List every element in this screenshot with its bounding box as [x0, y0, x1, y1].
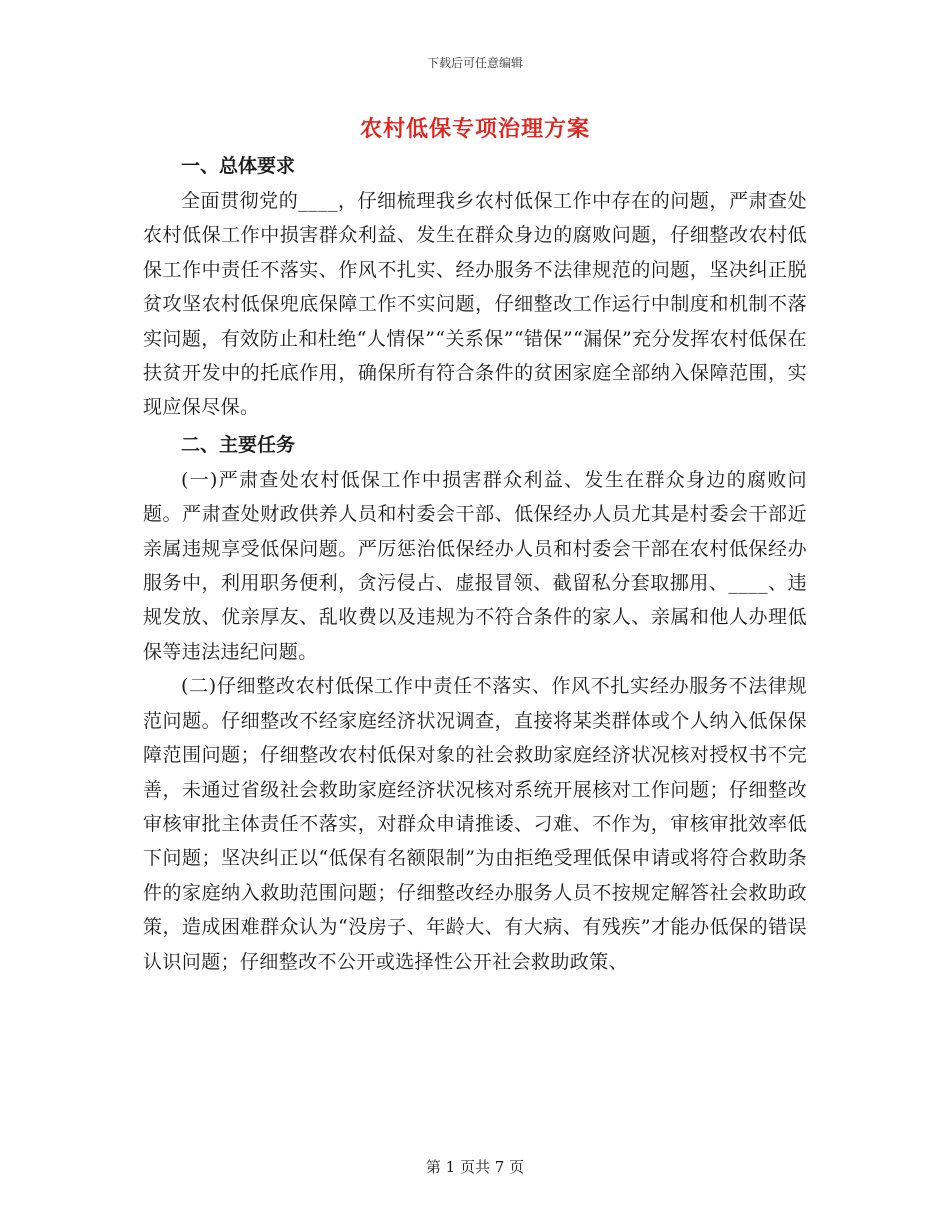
paragraph-general-requirements: 全面贯彻党的____，仔细梳理我乡农村低保工作中存在的问题，严肃查处农村低保工作中损害群众利益、发生在群众身边的腐败问题，仔细整改农村低保工作中责任不落实、作风不扎实、经办服务不法律规范的问题，坚决纠正脱贫攻坚农村低保兜底保障工作不实问题，仔细整改工作运行中制度和机制不落实问题，有效防止和杜绝“人情保”“关系保”“错保”“漏保”充分发挥农村低保在扶贫开发中的托底作用，确保所有符合条件的贫困家庭全部纳入保障范围，实现应保尽保。	[143, 190, 807, 419]
paragraph-task-2: (二)仔细整改农村低保工作中责任不落实、作风不扎实经办服务不法律规范问题。仔细整改不经家庭经济状况调查，直接将某类群体或个人纳入低保保障范围问题；仔细整改农村低保对象的社会救助家庭经济状况核对授权书不完善，未通过省级社会救助家庭经济状况核对系统开展核对工作问题；仔细整改审核审批主体责任不落实，对群众申请推诿、刁难、不作为，审核审批效率低下问题；坚决纠正以“低保有名额限制”为由拒绝受理低保申请或将符合救助条件的家庭纳入救助范围问题；仔细整改经办服务人员不按规定解答社会救助政策，造成困难群众认为“没房子、年龄大、有大病、有残疾”才能办低保的错误认识问题；仔细整改不公开或选择性公开社会救助政策、	[143, 675, 807, 973]
document-title: 农村低保专项治理方案	[359, 116, 590, 142]
section-heading-main-tasks: 二、主要任务	[181, 433, 296, 456]
section-heading-general-requirements: 一、总体要求	[181, 155, 296, 177]
document-body	[143, 150, 807, 979]
page-number: 第 1 页共 7 页	[425, 1158, 525, 1176]
header-note: 下载后可任意编辑	[426, 56, 523, 70]
paragraph-task-1: (一)严肃查处农村低保工作中损害群众利益、发生在群众身边的腐败问题。严肃查处财政供养人员和村委会干部、低保经办人员尤其是村委会干部近亲属违规享受低保问题。严厉惩治低保经办人员和村委会干部在农村低保经办服务中，利用职务便利，贪污侵占、虚报冒领、截留私分套取挪用、____、违规发放、优亲厚友、乱收费以及违规为不符合条件的家人、亲属和他人办理低保等违法违纪问题。	[143, 468, 807, 663]
